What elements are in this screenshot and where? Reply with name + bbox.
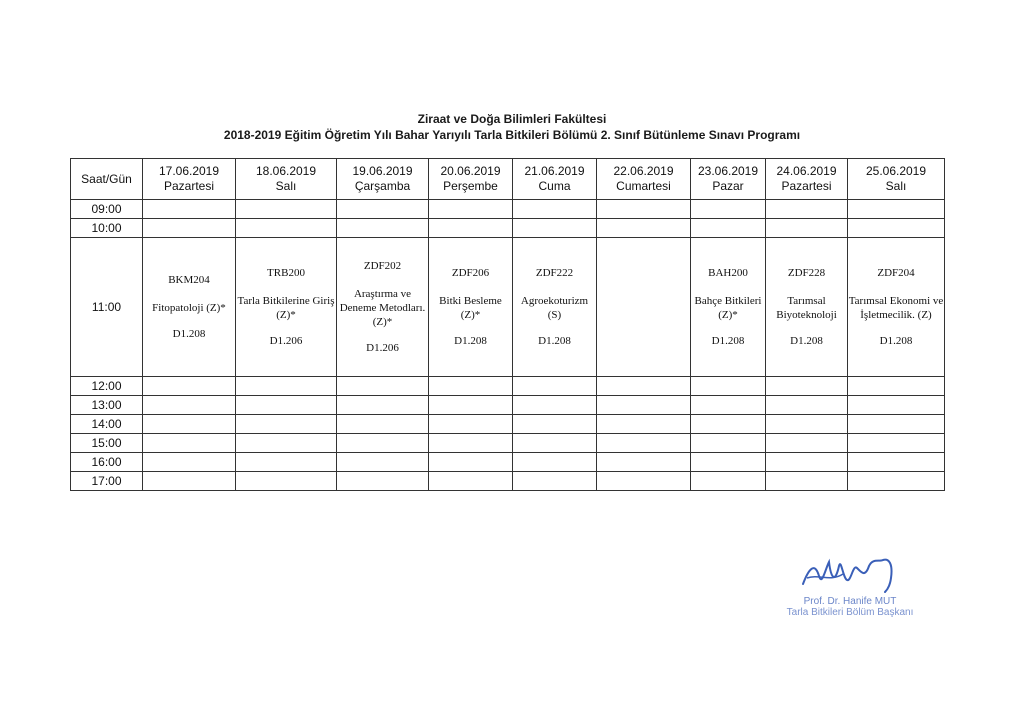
slot-cell	[337, 415, 429, 434]
slot-cell	[766, 200, 848, 219]
day-name: Salı	[275, 179, 297, 193]
signer-role: Tarla Bitkileri Bölüm Başkanı	[786, 607, 914, 618]
exam-course: Tarla Bitkilerine Giriş (Z)*	[237, 295, 335, 321]
day-header	[429, 159, 513, 200]
exam-course: Agroekoturizm (S)	[520, 295, 589, 321]
day-date: 19.06.2019	[352, 164, 413, 178]
slot-cell	[848, 219, 945, 238]
signer-name: Prof. Dr. Hanife MUT	[803, 596, 897, 607]
slot-cell	[597, 219, 691, 238]
exam-cell	[513, 238, 597, 377]
day-date: 17.06.2019	[158, 164, 220, 178]
exam-code: TRB200	[267, 267, 305, 279]
slot-cell	[429, 453, 513, 472]
slot-cell	[513, 472, 597, 491]
time-cell: 10:00	[71, 219, 143, 238]
slot-cell	[691, 472, 766, 491]
day-date: 23.06.2019	[697, 164, 759, 178]
program-title: 2018-2019 Eğitim Öğretim Yılı Bahar Yarıyılı Tarla Bitkileri Bölümü 2. Sınıf Bütünleme Sınavı Programı	[223, 128, 801, 142]
slot-cell	[848, 377, 945, 396]
slot-cell	[236, 415, 337, 434]
slot-cell	[337, 396, 429, 415]
day-date: 22.06.2019	[613, 164, 674, 178]
time-row	[71, 200, 945, 219]
slot-cell	[236, 434, 337, 453]
header-row	[71, 159, 945, 200]
time-row	[71, 472, 945, 491]
slot-cell	[848, 200, 945, 219]
slot-cell	[597, 200, 691, 219]
exam-cell	[236, 238, 337, 377]
day-name: Perşembe	[443, 179, 498, 193]
time-row	[71, 453, 945, 472]
day-name: Pazartesi	[163, 179, 215, 193]
exam-course: Tarımsal Ekonomi ve İşletmecilik. (Z)	[848, 295, 944, 321]
day-header	[597, 159, 691, 200]
day-name: Çarşamba	[354, 179, 411, 193]
time-cell: 12:00	[71, 377, 143, 396]
signature-scribble	[795, 548, 905, 594]
slot-cell	[597, 434, 691, 453]
exam-room: D1.208	[172, 328, 206, 340]
slot-cell	[337, 453, 429, 472]
time-row	[71, 396, 945, 415]
slot-cell	[597, 415, 691, 434]
exam-room: D1.208	[454, 335, 487, 347]
slot-cell	[143, 453, 236, 472]
exam-code: ZDF202	[363, 260, 402, 272]
slot-cell	[691, 377, 766, 396]
day-header	[143, 159, 236, 200]
day-name: Salı	[885, 179, 907, 193]
slot-cell	[691, 200, 766, 219]
slot-cell	[766, 219, 848, 238]
time-row	[71, 238, 945, 377]
slot-cell	[143, 200, 236, 219]
day-header	[691, 159, 766, 200]
slot-cell	[429, 396, 513, 415]
exam-code: ZDF206	[451, 267, 490, 279]
slot-cell	[848, 434, 945, 453]
slot-cell	[337, 472, 429, 491]
slot-cell	[691, 415, 766, 434]
day-date: 20.06.2019	[440, 164, 501, 178]
exam-course: Araştırma ve Deneme Metodları. (Z)*	[339, 288, 426, 328]
slot-cell	[766, 377, 848, 396]
slot-cell	[691, 396, 766, 415]
faculty-title: Ziraat ve Doğa Bilimleri Fakültesi	[417, 112, 607, 126]
exam-course: Bitki Besleme (Z)*	[439, 295, 502, 321]
exam-code: ZDF204	[877, 267, 915, 279]
slot-cell	[429, 200, 513, 219]
slot-cell	[848, 415, 945, 434]
day-date: 25.06.2019	[865, 164, 927, 178]
exam-cell	[848, 238, 945, 377]
slot-cell	[429, 219, 513, 238]
time-cell: 13:00	[71, 396, 143, 415]
exam-room: D1.208	[790, 335, 823, 347]
time-cell: 09:00	[71, 200, 143, 219]
slot-cell	[143, 377, 236, 396]
slot-cell	[597, 377, 691, 396]
slot-cell	[597, 453, 691, 472]
slot-cell	[143, 396, 236, 415]
slot-cell	[236, 396, 337, 415]
day-header	[236, 159, 337, 200]
time-row	[71, 434, 945, 453]
slot-cell	[143, 415, 236, 434]
slot-cell	[513, 200, 597, 219]
exam-room: D1.206	[366, 342, 399, 354]
exam-cell-empty	[597, 238, 691, 377]
day-name: Cumartesi	[616, 179, 671, 193]
slot-cell	[337, 377, 429, 396]
time-cell: 17:00	[71, 472, 143, 491]
day-name: Cuma	[538, 179, 571, 193]
day-date: 24.06.2019	[776, 164, 837, 178]
slot-cell	[513, 434, 597, 453]
slot-cell	[337, 219, 429, 238]
exam-room: D1.208	[711, 335, 745, 347]
slot-cell	[848, 453, 945, 472]
slot-cell	[691, 434, 766, 453]
exam-course: Fitopatoloji (Z)*	[152, 302, 226, 314]
exam-cell	[766, 238, 848, 377]
exam-code: BKM204	[168, 274, 210, 286]
day-name: Pazartesi	[781, 179, 832, 193]
slot-cell	[429, 377, 513, 396]
slot-cell	[513, 453, 597, 472]
slot-cell	[429, 472, 513, 491]
slot-cell	[766, 434, 848, 453]
slot-cell	[236, 472, 337, 491]
slot-cell	[597, 472, 691, 491]
exam-code: BAH200	[708, 267, 748, 279]
slot-cell	[597, 396, 691, 415]
time-cell: 15:00	[71, 434, 143, 453]
exam-room: D1.208	[538, 335, 571, 347]
time-cell: 11:00	[71, 238, 143, 377]
time-row	[71, 219, 945, 238]
time-cell: 14:00	[71, 415, 143, 434]
exam-code: ZDF228	[787, 267, 826, 279]
slot-cell	[513, 377, 597, 396]
exam-cell	[337, 238, 429, 377]
slot-cell	[337, 434, 429, 453]
slot-cell	[429, 434, 513, 453]
slot-cell	[236, 453, 337, 472]
exam-room: D1.206	[269, 335, 303, 347]
time-row	[71, 377, 945, 396]
slot-cell	[691, 219, 766, 238]
exam-course: Bahçe Bitkileri (Z)*	[694, 295, 762, 321]
slot-cell	[766, 415, 848, 434]
slot-cell	[766, 472, 848, 491]
exam-cell	[143, 238, 236, 377]
slot-cell	[513, 219, 597, 238]
day-date: 21.06.2019	[524, 164, 585, 178]
exam-schedule-table	[70, 158, 945, 491]
slot-cell	[337, 200, 429, 219]
time-cell: 16:00	[71, 453, 143, 472]
slot-cell	[513, 396, 597, 415]
slot-cell	[766, 453, 848, 472]
exam-room: D1.208	[879, 335, 913, 347]
exam-course: Tarımsal Biyoteknoloji	[776, 295, 837, 321]
day-header	[513, 159, 597, 200]
slot-cell	[766, 396, 848, 415]
slot-cell	[848, 472, 945, 491]
slot-cell	[143, 434, 236, 453]
day-header	[337, 159, 429, 200]
slot-cell	[513, 415, 597, 434]
slot-cell	[143, 219, 236, 238]
slot-cell	[691, 453, 766, 472]
slot-cell	[236, 219, 337, 238]
slot-cell	[143, 472, 236, 491]
signature-block	[760, 548, 940, 618]
slot-cell	[848, 396, 945, 415]
slot-cell	[236, 200, 337, 219]
exam-code: ZDF222	[535, 267, 574, 279]
day-date: 18.06.2019	[255, 164, 317, 178]
slot-cell	[236, 377, 337, 396]
exam-cell	[691, 238, 766, 377]
day-header	[848, 159, 945, 200]
time-row	[71, 415, 945, 434]
corner-header: Saat/Gün	[71, 159, 143, 200]
day-header	[766, 159, 848, 200]
slot-cell	[429, 415, 513, 434]
exam-cell	[429, 238, 513, 377]
day-name: Pazar	[712, 179, 744, 193]
